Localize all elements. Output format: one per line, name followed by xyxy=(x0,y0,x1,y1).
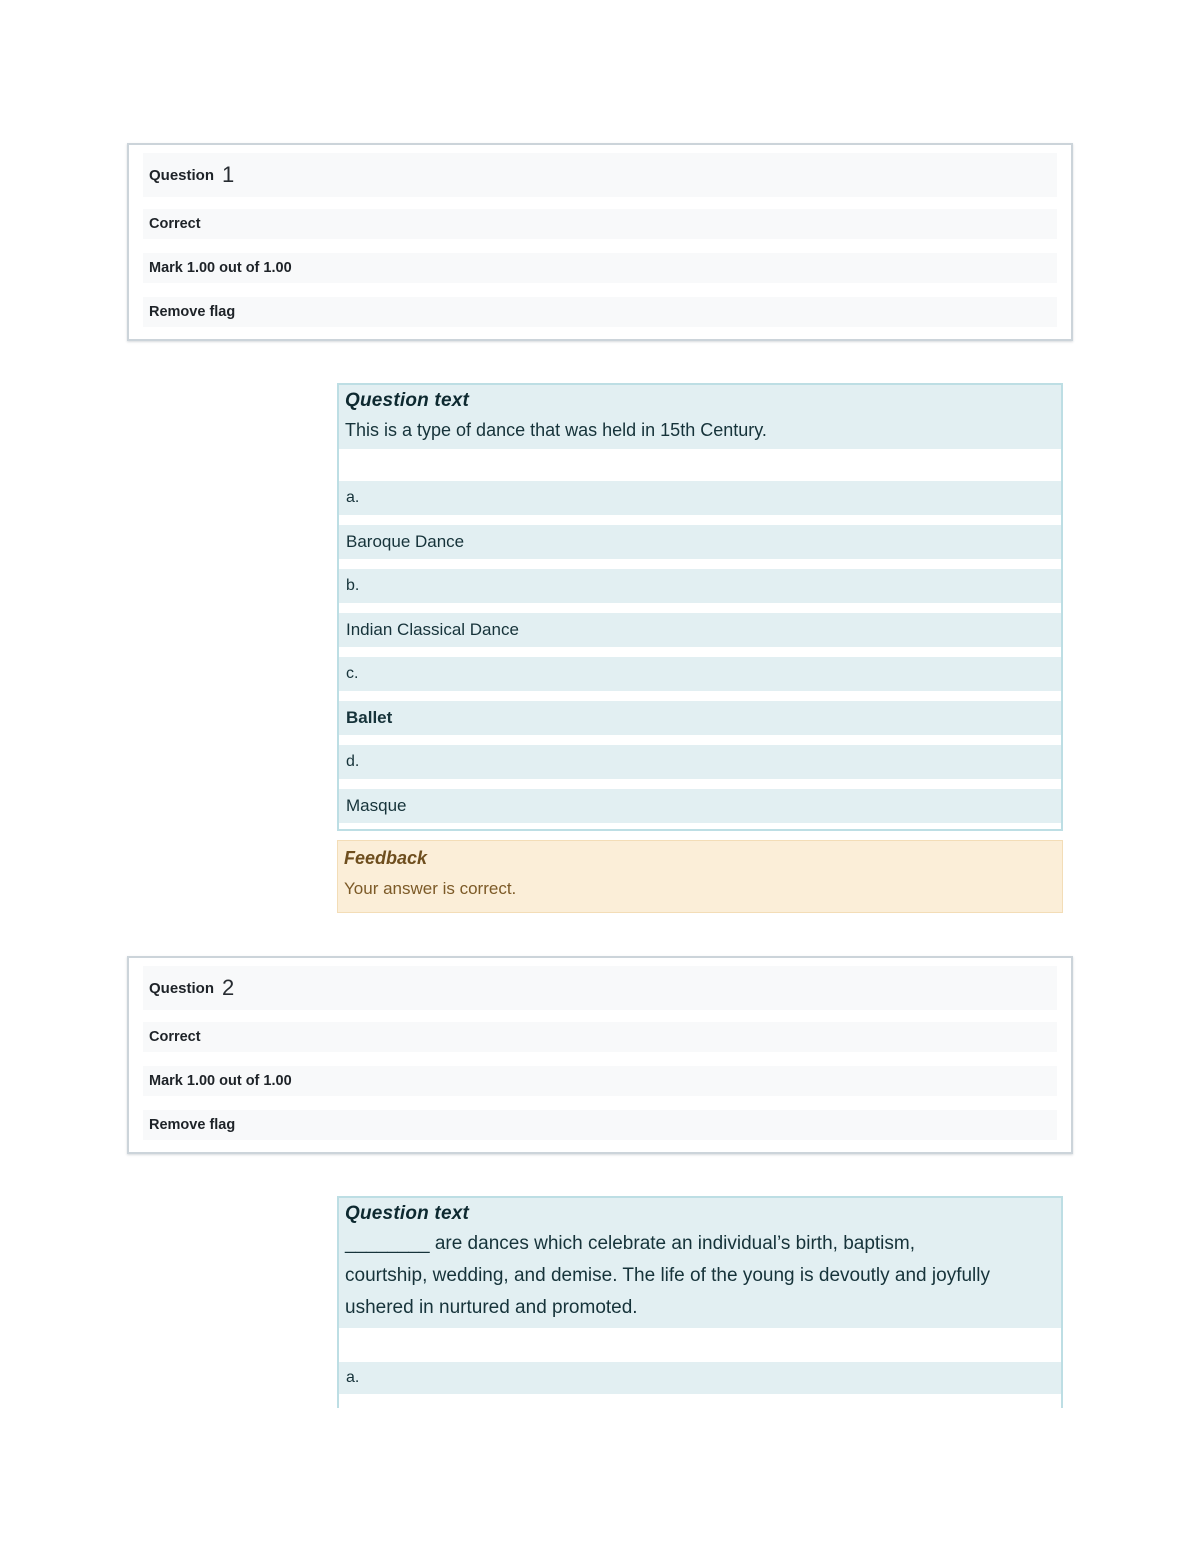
feedback-box xyxy=(337,840,1063,913)
option-d-letter-row: d. xyxy=(339,745,1061,779)
option-b-text-row: Indian Classical Dance xyxy=(339,613,1061,647)
question-number: 2 xyxy=(222,975,235,1000)
question-1-text-box xyxy=(337,383,1063,831)
question-number: 1 xyxy=(222,162,235,187)
status-text: Correct xyxy=(149,1029,201,1045)
question-label: Question xyxy=(149,979,215,997)
question-1-info-panel xyxy=(127,143,1073,341)
question-header-row xyxy=(143,153,1057,197)
remove-flag-row[interactable] xyxy=(143,1110,1057,1140)
option-a-text-row: Baroque Dance xyxy=(339,525,1061,559)
blank-row xyxy=(339,449,1061,481)
option-c-text-row: Ballet xyxy=(339,701,1061,735)
option-a-letter-row: a. xyxy=(339,481,1061,515)
mark-text: Mark 1.00 out of 1.00 xyxy=(149,1073,292,1089)
blank-row xyxy=(339,1328,1061,1362)
question-text-heading: Question text xyxy=(345,1203,470,1224)
question-text-heading: Question text xyxy=(345,390,470,411)
feedback-heading: Feedback xyxy=(344,848,428,868)
question-status-row xyxy=(143,1022,1057,1052)
question-header-row xyxy=(143,966,1057,1010)
question-mark-row xyxy=(143,253,1057,283)
question-text-header xyxy=(339,385,1061,449)
question-2-info-panel xyxy=(127,956,1073,1154)
mark-text: Mark 1.00 out of 1.00 xyxy=(149,260,292,276)
question-2-text-box xyxy=(337,1196,1063,1408)
question-text-header xyxy=(339,1198,1061,1328)
question-status-row xyxy=(143,209,1057,239)
remove-flag-row[interactable] xyxy=(143,297,1057,327)
option-a-letter-row: a. xyxy=(339,1362,1061,1394)
feedback-body: Your answer is correct. xyxy=(344,879,517,898)
status-text: Correct xyxy=(149,216,201,232)
question-text-body: ________ are dances which celebrate an individual’s birth, baptism, courtship, wedding, and demise. The life of the young is devoutly and joyfully ushered in nurtured and promoted. xyxy=(345,1233,990,1318)
question-text-body: This is a type of dance that was held in 15th Century. xyxy=(345,420,767,440)
option-c-letter-row: c. xyxy=(339,657,1061,691)
remove-flag-link[interactable]: Remove flag xyxy=(149,1117,236,1133)
question-mark-row xyxy=(143,1066,1057,1096)
remove-flag-link[interactable]: Remove flag xyxy=(149,304,236,320)
question-label: Question xyxy=(149,166,215,184)
option-b-letter-row: b. xyxy=(339,569,1061,603)
option-d-text-row: Masque xyxy=(339,789,1061,823)
